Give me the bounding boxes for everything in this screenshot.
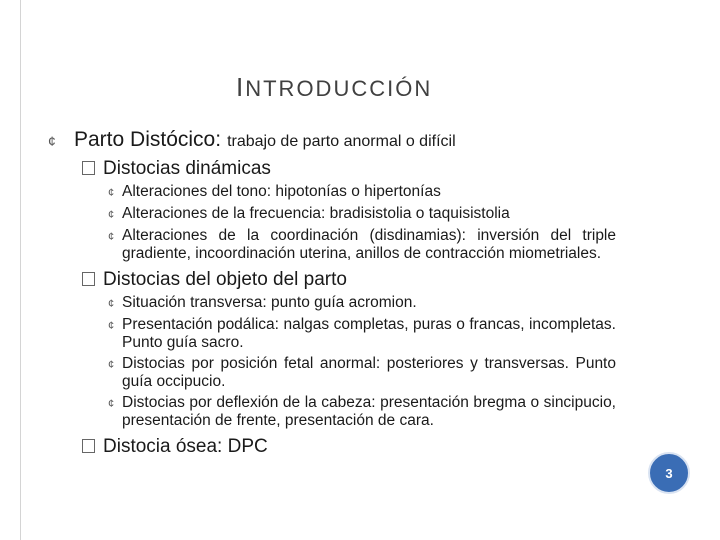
main-bullet (48, 128, 628, 152)
checkbox-bullet-icon (82, 272, 95, 286)
list-item: ¢ Distocias por posición fetal anormal: posteriores y transversas. Punto guía occipucio. (108, 355, 616, 390)
section-label: Distocias del objeto del parto (82, 269, 628, 291)
slide-title: INTRODUCCIÓN (236, 72, 433, 102)
section-dinamicas (48, 158, 628, 263)
list-item: ¢ Alteraciones de la frecuencia: bradisistolia o taquisistolia (108, 205, 510, 222)
list-item: ¢ Presentación podálica: nalgas completas, puras o francas, incompletas. Punto guía sacro. (108, 316, 616, 351)
bullet-icon: ¢ (108, 298, 115, 310)
checkbox-bullet-icon (82, 161, 95, 175)
list-item: ¢ Situación transversa: punto guía acromion. (108, 294, 417, 311)
bullet-icon: ¢ (108, 398, 115, 410)
section-label: Distocia ósea: DPC (82, 436, 628, 458)
checkbox-bullet-icon (82, 439, 95, 453)
bullet-icon: ¢ (108, 320, 115, 332)
bullet-icon: ¢ (108, 231, 115, 243)
bullet-icon: ¢ (108, 359, 115, 371)
bullet-icon: ¢ (108, 187, 115, 199)
list-item: ¢ Alteraciones de la coordinación (disdinamias): inversión del triple gradiente, incoordinación uterina, anillos de contracción miometriales. (108, 227, 616, 262)
section-objeto (48, 269, 628, 430)
page-number-badge: 3 (648, 452, 690, 494)
main-heading-note: trabajo de parto anormal o difícil (227, 133, 456, 150)
list-item: ¢ Alteraciones del tono: hipotonías o hipertonías (108, 183, 441, 200)
bullet-icon: ¢ (108, 209, 115, 221)
bullet-icon: ¢ (48, 133, 56, 149)
section-label: Distocias dinámicas (82, 158, 628, 180)
list-item: ¢ Distocias por deflexión de la cabeza: presentación bregma o sincipucio, presentación de frente, presentación de cara. (108, 394, 616, 429)
slide-body (48, 128, 628, 462)
main-heading: Parto Distócico: (74, 128, 222, 151)
section-osea (48, 436, 628, 458)
